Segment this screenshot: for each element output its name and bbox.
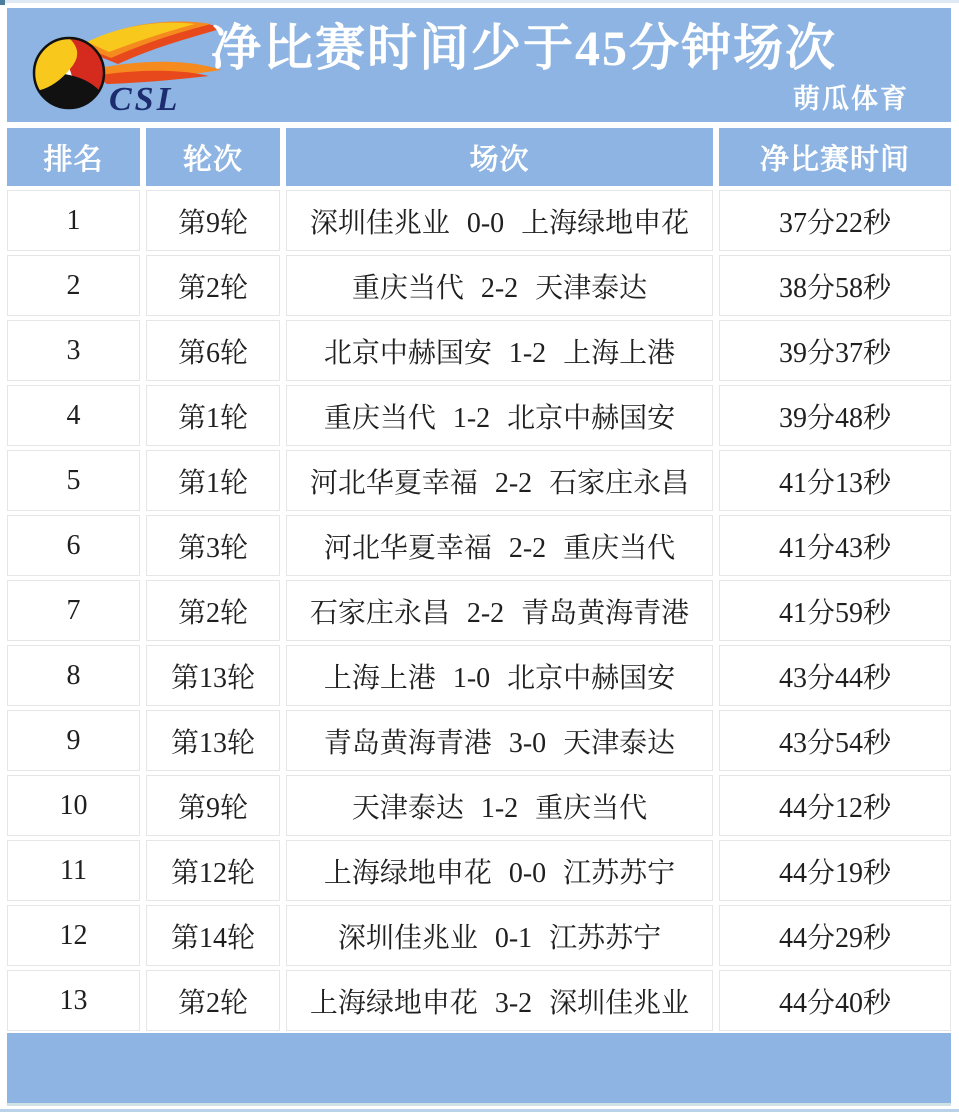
- match-cell: 深圳佳兆业 0-0 上海绿地申花: [286, 190, 713, 251]
- column-header-rank: 排名: [7, 128, 140, 186]
- column-header-net-time: 净比赛时间: [719, 128, 951, 186]
- match-cell: 青岛黄海青港 3-0 天津泰达: [286, 710, 713, 771]
- column-header-match: 场次: [286, 128, 713, 186]
- bottom-strip-teal: [7, 1103, 951, 1106]
- page-title: 净比赛时间少于45分钟场次: [211, 20, 837, 76]
- net-time-cell: 38分58秒: [719, 255, 951, 316]
- rank-cell: 6: [7, 515, 140, 576]
- column-header-round: 轮次: [146, 128, 280, 186]
- rank-cell: 1: [7, 190, 140, 251]
- header-band: [7, 8, 951, 122]
- match-cell: 天津泰达 1-2 重庆当代: [286, 775, 713, 836]
- net-time-cell: 44分12秒: [719, 775, 951, 836]
- corner-artifact: [0, 0, 5, 5]
- round-cell: 第9轮: [146, 190, 280, 251]
- round-cell: 第2轮: [146, 970, 280, 1031]
- net-time-cell: 39分48秒: [719, 385, 951, 446]
- net-time-cell: 41分43秒: [719, 515, 951, 576]
- net-time-cell: 39分37秒: [719, 320, 951, 381]
- rank-cell: 8: [7, 645, 140, 706]
- match-cell: 重庆当代 2-2 天津泰达: [286, 255, 713, 316]
- round-cell: 第2轮: [146, 255, 280, 316]
- rank-cell: 5: [7, 450, 140, 511]
- match-cell: 上海绿地申花 3-2 深圳佳兆业: [286, 970, 713, 1031]
- match-cell: 上海上港 1-0 北京中赫国安: [286, 645, 713, 706]
- round-cell: 第9轮: [146, 775, 280, 836]
- top-hairline: [0, 0, 959, 3]
- rank-cell: 9: [7, 710, 140, 771]
- match-cell: 石家庄永昌 2-2 青岛黄海青港: [286, 580, 713, 641]
- net-time-cell: 41分59秒: [719, 580, 951, 641]
- rank-cell: 11: [7, 840, 140, 901]
- match-cell: 河北华夏幸福 2-2 石家庄永昌: [286, 450, 713, 511]
- match-cell: 深圳佳兆业 0-1 江苏苏宁: [286, 905, 713, 966]
- round-cell: 第12轮: [146, 840, 280, 901]
- rank-cell: 12: [7, 905, 140, 966]
- match-cell: 河北华夏幸福 2-2 重庆当代: [286, 515, 713, 576]
- rank-cell: 3: [7, 320, 140, 381]
- round-cell: 第13轮: [146, 645, 280, 706]
- footer-band: [7, 1033, 951, 1103]
- brand-label: 萌瓜体育: [793, 84, 909, 114]
- round-cell: 第6轮: [146, 320, 280, 381]
- round-cell: 第1轮: [146, 385, 280, 446]
- rank-cell: 2: [7, 255, 140, 316]
- net-time-cell: 43分44秒: [719, 645, 951, 706]
- match-cell: 重庆当代 1-2 北京中赫国安: [286, 385, 713, 446]
- net-time-cell: 41分13秒: [719, 450, 951, 511]
- net-time-cell: 44分19秒: [719, 840, 951, 901]
- csl-wordmark: CSL: [109, 81, 181, 118]
- round-cell: 第13轮: [146, 710, 280, 771]
- match-cell: 北京中赫国安 1-2 上海上港: [286, 320, 713, 381]
- round-cell: 第3轮: [146, 515, 280, 576]
- rank-cell: 7: [7, 580, 140, 641]
- net-time-cell: 43分54秒: [719, 710, 951, 771]
- rank-cell: 13: [7, 970, 140, 1031]
- round-cell: 第2轮: [146, 580, 280, 641]
- rank-cell: 4: [7, 385, 140, 446]
- round-cell: 第1轮: [146, 450, 280, 511]
- net-time-cell: 37分22秒: [719, 190, 951, 251]
- rank-cell: 10: [7, 775, 140, 836]
- net-time-table: [7, 128, 951, 1031]
- match-cell: 上海绿地申花 0-0 江苏苏宁: [286, 840, 713, 901]
- round-cell: 第14轮: [146, 905, 280, 966]
- net-time-cell: 44分40秒: [719, 970, 951, 1031]
- net-time-cell: 44分29秒: [719, 905, 951, 966]
